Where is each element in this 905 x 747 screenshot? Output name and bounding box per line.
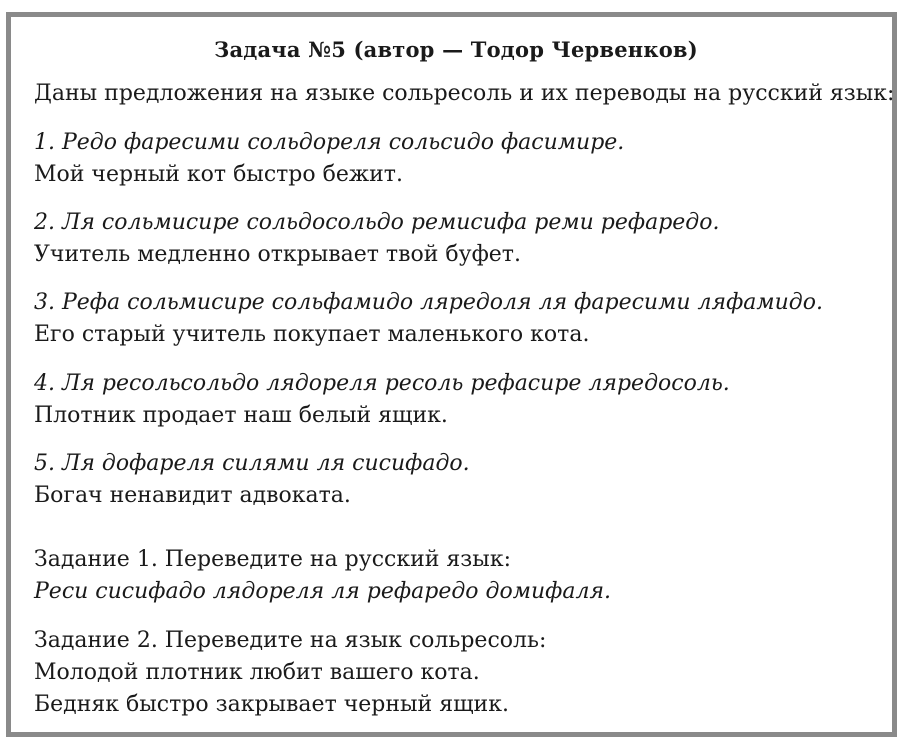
task-1-label: Задание 1. Переведите на русский язык:	[34, 547, 511, 572]
task-2-item-2: Бедняк быстро закрывает черный ящик.	[34, 692, 509, 717]
sentence-2-source: 2. Ля сольмисире сольдосольдо ремисифа реми рефаредо.	[34, 210, 720, 235]
task-2-label: Задание 2. Переведите на язык сольресоль:	[34, 628, 547, 653]
sentence-4-source: 4. Ля ресольсольдо лядореля ресоль рефасире ляредосоль.	[34, 371, 730, 396]
intro-text: Даны предложения на языке сольресоль и их переводы на русский язык:	[34, 81, 895, 106]
sentence-4-translation: Плотник продает наш белый ящик.	[34, 403, 448, 428]
sentence-3-translation: Его старый учитель покупает маленького кота.	[34, 322, 590, 347]
sentence-1-source: 1. Редо фаресими сольдореля сольсидо фасимире.	[34, 130, 625, 155]
sentence-1-translation: Мой черный кот быстро бежит.	[34, 162, 403, 187]
problem-title: Задача №5 (автор — Тодор Червенков)	[214, 37, 698, 62]
sentence-5-translation: Богач ненавидит адвоката.	[34, 483, 351, 508]
task-2-item-1: Молодой плотник любит вашего кота.	[34, 660, 480, 685]
sentence-3-source: 3. Рефа сольмисире сольфамидо ляредоля ля фаресими ляфамидо.	[34, 290, 823, 315]
sentence-5-source: 5. Ля дофареля силями ля сисифадо.	[34, 451, 470, 476]
problem-frame	[6, 12, 897, 737]
sentence-2-translation: Учитель медленно открывает твой буфет.	[34, 242, 521, 267]
task-1-item: Реси сисифадо лядореля ля рефаредо домифаля.	[34, 579, 612, 604]
